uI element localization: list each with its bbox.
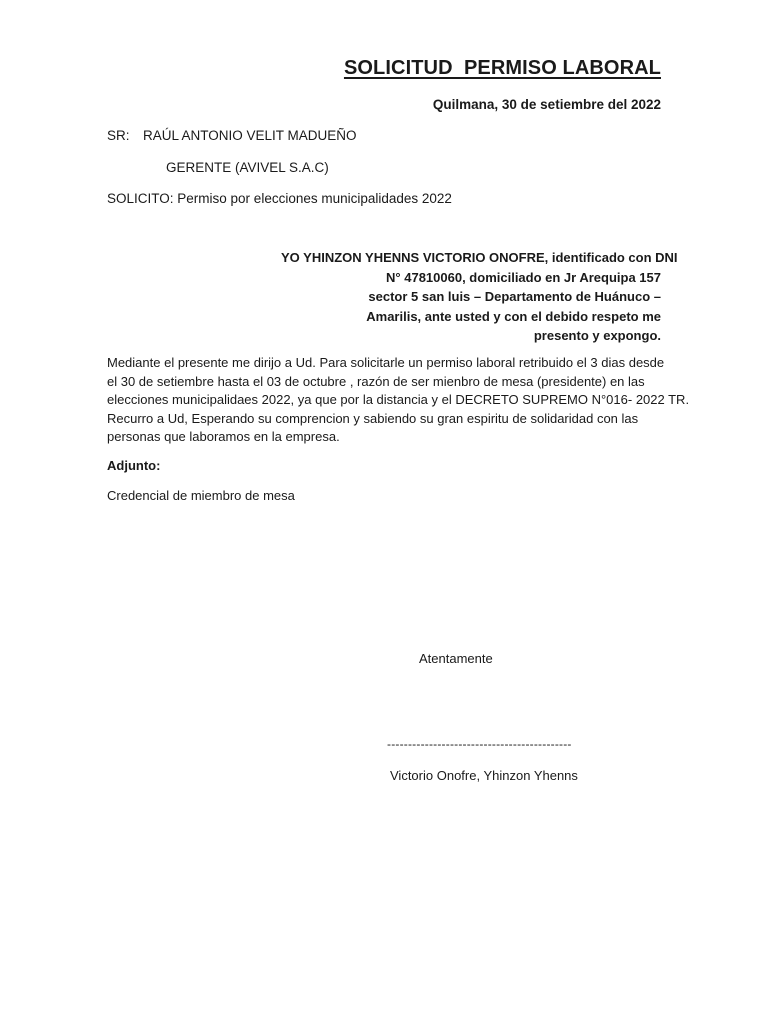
body-line: Mediante el presente me dirijo a Ud. Para solicitarle un permiso laboral retribuido el 3 dias desde bbox=[107, 355, 665, 370]
subject-text: Permiso por elecciones municipalidades 2022 bbox=[173, 191, 452, 206]
identity-line: YO YHINZON YHENNS VICTORIO ONOFRE, identificado con DNI bbox=[281, 250, 678, 265]
identity-line: N° 47810060, domiciliado en Jr Arequipa 157 bbox=[386, 269, 661, 285]
recipient-role: GERENTE (AVIVEL S.A.C) bbox=[166, 160, 329, 175]
date-line: Quilmana, 30 de setiembre del 2022 bbox=[432, 97, 661, 112]
attachment-label: Adjunto: bbox=[107, 458, 161, 473]
recipient-label: SR: bbox=[107, 128, 130, 143]
identity-line: Amarilis, ante usted y con el debido respeto me bbox=[366, 308, 661, 324]
body-line: elecciones municipalidaes 2022, ya que por la distancia y el DECRETO SUPREMO N°016- 2022 TR. bbox=[107, 392, 690, 407]
body-line: el 30 de setiembre hasta el 03 de octubre , razón de ser mienbro de mesa (presidente) en las bbox=[107, 373, 645, 389]
closing-text: Atentamente bbox=[419, 651, 493, 666]
body-paragraph bbox=[107, 354, 690, 447]
subject-label: SOLICITO: bbox=[107, 191, 174, 206]
recipient-name: RAÚL ANTONIO VELIT MADUEÑO bbox=[143, 128, 357, 143]
identity-paragraph bbox=[281, 248, 678, 346]
body-line: personas que laboramos en la empresa. bbox=[107, 429, 340, 444]
attachment-item: Credencial de miembro de mesa bbox=[107, 488, 295, 503]
document-title: SOLICITUD PERMISO LABORAL bbox=[343, 57, 661, 79]
identity-line: presento y expongo. bbox=[533, 328, 661, 343]
signer-name: Victorio Onofre, Yhinzon Yhenns bbox=[390, 768, 578, 783]
body-line: Recurro a Ud, Esperando su comprencion y sabiendo su gran espiritu de solidaridad con las bbox=[107, 410, 639, 426]
signature-line: -------------------------------------------- bbox=[387, 737, 572, 751]
subject-line bbox=[107, 191, 452, 206]
identity-line: sector 5 san luis – Departamento de Huánuco – bbox=[368, 289, 661, 304]
